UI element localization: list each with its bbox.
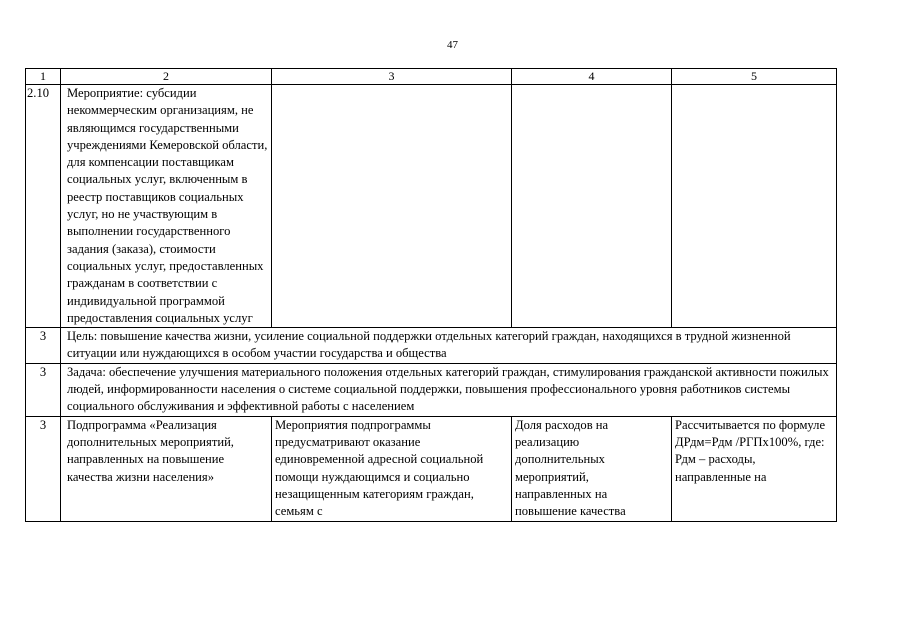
- row-number: 2.10: [26, 85, 61, 328]
- column-number-2: 2: [61, 69, 272, 85]
- subprogram-name: [61, 416, 272, 521]
- subprogram-description: [272, 416, 512, 521]
- column-number-3: 3: [272, 69, 512, 85]
- column-number-4: 4: [512, 69, 672, 85]
- table-header-row: [26, 69, 837, 85]
- calculation-method: [672, 416, 837, 521]
- row-number: 3: [26, 328, 61, 364]
- activities-table: [25, 68, 837, 522]
- page-number: 47: [447, 39, 458, 51]
- goal-text: Цель: повышение качества жизни, усиление социальной поддержки отдельных категорий граждан, находящихся в трудной жизненной ситуации или нуждающихся в особом участии государства и общества: [61, 328, 837, 364]
- table-row-2-10: [26, 85, 837, 328]
- empty-cell: [272, 85, 512, 328]
- indicator-name-text: Доля расходов на реализацию дополнительных мероприятий, направленных на повышение качества: [515, 417, 626, 519]
- empty-cell: [512, 85, 672, 328]
- empty-cell: [672, 85, 837, 328]
- task-text: Задача: обеспечение улучшения материального положения отдельных категорий граждан, стимулирования гражданской активности пожилых людей, информированности населения о системе социальной поддержки, повышения профессионального уровня работников системы социального обслуживания и эффективной работы с населением: [61, 363, 837, 416]
- table-row-task: [26, 363, 837, 416]
- subprogram-name-text: Подпрограмма «Реализация дополнительных мероприятий, направленных на повышение качества жизни населения»: [67, 417, 234, 484]
- subprogram-description-text: Мероприятия подпрограммы предусматривают оказание единовременной адресной социальной помощи нуждающимся и социально незащищенным категориям граждан, семьям с: [275, 417, 484, 519]
- column-number-1: 1: [26, 69, 61, 85]
- table-row-goal: [26, 328, 837, 364]
- table-row-subprogram: [26, 416, 837, 521]
- indicator-name: [512, 416, 672, 521]
- row-number: 3: [26, 363, 61, 416]
- row-number: 3: [26, 416, 61, 521]
- activity-description: Мероприятие: субсидии некоммерческим организациям, не являющимся государственными учреждениями Кемеровской области, для компенсации поставщикам социальных услуг, включенным в реестр поставщиков социальных услуг, но не участвующим в выполнении государственного задания (заказа), стоимости социальных услуг, предоставленных гражданам в соответствии с индивидуальной программой предоставления социальных услуг: [61, 85, 272, 328]
- column-number-5: 5: [672, 69, 837, 85]
- calculation-method-text: Рассчитывается по формуле ДРдм=Рдм /РГПх100%, где: Рдм – расходы, направленные на: [675, 417, 826, 484]
